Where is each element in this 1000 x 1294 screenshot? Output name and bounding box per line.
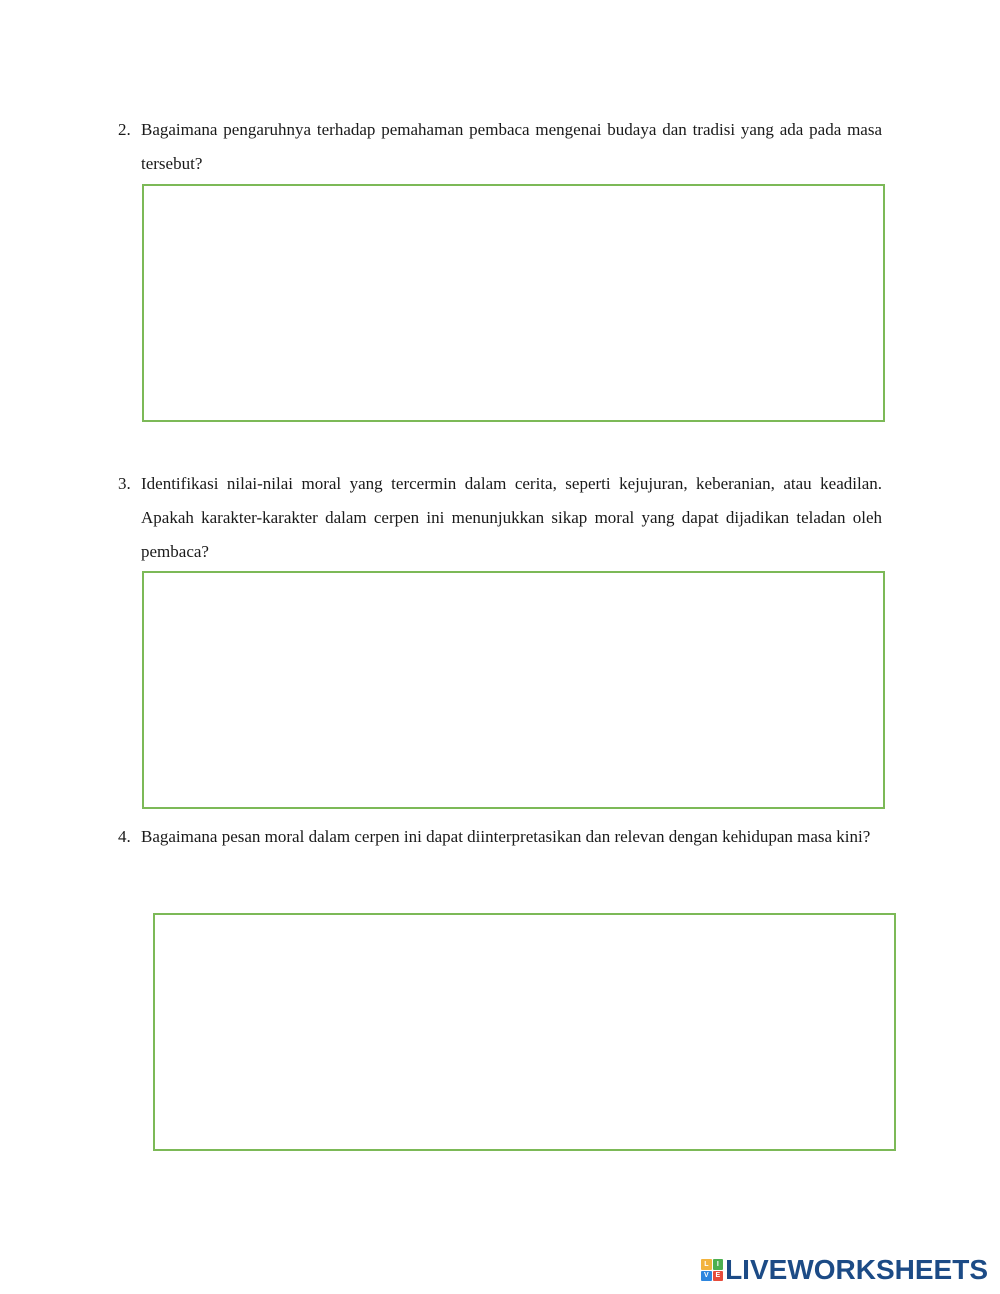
question-text: Bagaimana pesan moral dalam cerpen ini dapat diinterpretasikan dan relevan dengan kehidupan masa kini? — [141, 827, 871, 846]
logo-brand-text: LIVEWORKSHEETS — [725, 1254, 988, 1285]
answer-box-3[interactable] — [142, 571, 885, 809]
question-text: Identifikasi nilai-nilai moral yang tercermin dalam cerita, seperti kejujuran, keberanian, atau keadilan. Apakah karakter-karakter dalam cerpen ini menunjukkan sikap moral yang dapat dijadikan teladan oleh pembaca? — [141, 474, 882, 561]
liveworksheets-logo — [701, 1254, 988, 1286]
question-4 — [118, 820, 882, 854]
logo-icon-letter-v: V — [701, 1271, 712, 1282]
answer-box-4[interactable] — [153, 913, 896, 1151]
answer-box-2[interactable] — [142, 184, 885, 422]
question-number: 4. — [118, 827, 131, 846]
question-2 — [118, 113, 882, 181]
question-text: Bagaimana pengaruhnya terhadap pemahaman pembaca mengenai budaya dan tradisi yang ada pada masa tersebut? — [141, 120, 882, 173]
question-number: 3. — [118, 474, 131, 493]
logo-icon-letter-l: L — [701, 1259, 712, 1270]
question-number: 2. — [118, 120, 131, 139]
question-3 — [118, 467, 882, 569]
liveworksheets-icon — [701, 1259, 723, 1281]
logo-icon-letter-e: E — [713, 1271, 724, 1282]
logo-icon-letter-i: I — [713, 1259, 724, 1270]
